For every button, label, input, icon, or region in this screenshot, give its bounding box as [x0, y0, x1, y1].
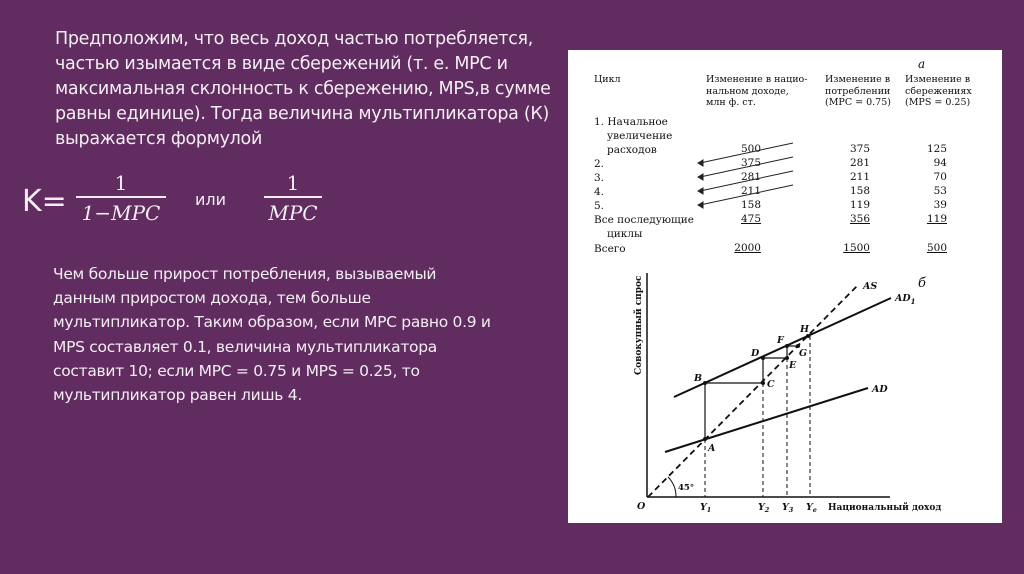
formula-lhs: K=: [22, 184, 67, 219]
as-line: [648, 285, 858, 497]
fraction-one-minus-mpc: [76, 170, 166, 228]
x-axis-label: Национальный доход: [828, 503, 942, 513]
ad-label: AD: [872, 384, 888, 395]
intro-line: равны единице). Тогда величина мультипликатора (К): [55, 104, 550, 124]
intro-line: Предположим, что весь доход частью потребляется,: [55, 29, 534, 49]
ad1-sub: 1: [910, 297, 916, 306]
point-d-label: D: [751, 348, 760, 359]
ad1-label: [894, 293, 915, 306]
explanation-line: мультипликатор равен лишь 4.: [53, 386, 302, 405]
as-label: AS: [863, 281, 878, 292]
header-line: (MPC = 0.75): [825, 97, 891, 108]
explanation-line: данным приростом дохода, тем больше: [53, 289, 371, 308]
cell-consumption: 375: [849, 143, 870, 155]
header-line: млн ф. ст.: [706, 97, 756, 108]
or-text: или: [195, 190, 227, 209]
header-line: нальном доходе,: [706, 85, 789, 97]
tick-y1: $Y_1$: [700, 502, 712, 514]
intro-line: частью изымается в виде сбережений (т. е. MPC и: [55, 54, 508, 74]
cycle-label: 3.: [594, 172, 605, 184]
origin-label: O: [637, 501, 646, 512]
cell-income: 158: [740, 199, 761, 211]
multiplier-formula: [22, 170, 342, 240]
cycle-label: 5.: [594, 200, 605, 212]
cell-income: 500: [740, 143, 761, 155]
cycle-label: циклы: [607, 228, 643, 240]
ad1-text: AD: [895, 293, 911, 304]
point-c-label: C: [767, 379, 775, 390]
numerator: 1: [114, 171, 128, 195]
numerator: 1: [286, 171, 300, 195]
graph-label: б: [918, 276, 926, 291]
table-label: а: [918, 57, 926, 71]
cell-savings: 125: [926, 143, 947, 155]
cell-savings: 39: [933, 199, 947, 211]
point-h-label: H: [800, 324, 809, 335]
angle-label: 45°: [678, 483, 695, 493]
intro-line: максимальная склонность к сбережению, MPS,в сумме: [55, 79, 551, 99]
cell-income: 2000: [734, 242, 761, 254]
cell-savings: 94: [933, 157, 947, 169]
point-f-label: F: [777, 335, 784, 346]
multiplier-figure: [568, 50, 1002, 523]
cell-consumption: 158: [849, 185, 870, 197]
point-e-label: E: [789, 360, 797, 371]
point-g-label: G: [799, 348, 808, 359]
explanation-line: мультипликатор. Таким образом, если MPC равно 0.9 и: [53, 313, 491, 332]
cell-income: 375: [740, 157, 761, 169]
cycle-label: увеличение: [607, 130, 673, 142]
cell-consumption: 119: [849, 199, 870, 211]
intro-paragraph: [55, 27, 555, 152]
cycle-label: 4.: [594, 186, 605, 198]
tick-y3: $Y_3$: [782, 502, 794, 514]
y-axis-label: Совокупный спрос: [634, 275, 644, 375]
header-line: потреблении: [825, 85, 891, 97]
cell-consumption: 356: [849, 213, 870, 225]
cell-savings: 500: [926, 242, 947, 254]
explanation-line: Чем больше прирост потребления, вызываемый: [53, 265, 437, 283]
intro-line: выражается формулой: [55, 129, 263, 149]
cell-income: 211: [740, 185, 761, 197]
cycle-label: 2.: [594, 158, 605, 170]
ad-line: [665, 388, 868, 452]
cell-savings: 70: [933, 171, 947, 183]
cell-income: 281: [740, 171, 761, 183]
cycle-label: Всего: [594, 243, 626, 255]
explanation-paragraph: [53, 262, 533, 407]
cell-consumption: 211: [849, 171, 870, 183]
cell-income: 475: [740, 213, 761, 225]
fraction-mpc: [264, 170, 322, 228]
header-line: Изменение в нацио-: [706, 74, 808, 85]
tick-y2: $Y_2$: [758, 502, 770, 514]
point-a-label: A: [708, 443, 716, 454]
point-b-label: B: [694, 373, 703, 384]
denominator: 1−MPC: [81, 200, 161, 225]
header-line: (MPS = 0.25): [905, 97, 971, 108]
header-line: Изменение в: [825, 74, 891, 85]
cell-consumption: 281: [849, 157, 870, 169]
cycle-label: Все последующие: [594, 214, 694, 226]
multiplier-graph: [568, 50, 1002, 523]
tick-ye: $Y_e$: [806, 502, 817, 514]
cycle-label: расходов: [607, 144, 657, 156]
cycle-label: 1. Начальное: [594, 116, 668, 128]
cell-consumption: 1500: [843, 242, 870, 254]
cell-savings: 119: [926, 213, 947, 225]
cell-savings: 53: [933, 185, 947, 197]
header-line: сбережениях: [905, 85, 972, 97]
header-line: Изменение в: [905, 74, 971, 85]
header-cycle: Цикл: [594, 74, 621, 85]
explanation-line: составит 10; если MPC = 0.75 и MPS = 0.25, то: [53, 361, 420, 380]
explanation-line: MPS составляет 0.1, величина мультипликатора: [53, 337, 437, 356]
angle-arc: [668, 477, 676, 497]
denominator: MPC: [268, 200, 318, 225]
